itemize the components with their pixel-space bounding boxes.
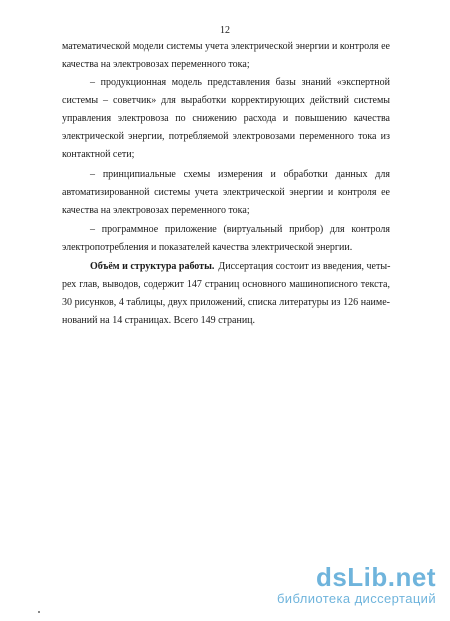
- body-line: нований на 14 страницах. Всего 149 страниц.: [62, 315, 256, 326]
- body-line: – программное приложение (виртуальный прибор) для контроля: [90, 224, 390, 235]
- watermark-logo: dsLib.net: [315, 562, 436, 592]
- body-line: контактной сети;: [62, 149, 135, 160]
- body-line: электрической энергии, потребляемой электровозами переменного тока из: [62, 131, 390, 142]
- body-line: рех глав, выводов, содержит 147 страниц основного машинописного текста,: [62, 279, 390, 290]
- body-line: электропотребления и показателей качества электрической энергии.: [62, 242, 353, 253]
- body-line: автоматизированной системы учета электрической энергии и контроля ее: [62, 187, 390, 198]
- body-line: – принципиальные схемы измерения и обработки данных для: [90, 169, 390, 180]
- body-line: – продукционная модель представления базы знаний «экспертной: [90, 77, 390, 88]
- page-number: 12: [220, 25, 230, 36]
- document-body: [62, 40, 390, 330]
- section-heading: Объём и структура работы.: [90, 261, 215, 272]
- body-line: качества на электровозах переменного тока;: [62, 205, 250, 216]
- body-line: качества на электровозах переменного тока;: [62, 59, 250, 70]
- body-line: Диссертация состоит из введения, четы-: [218, 261, 391, 272]
- dslib-watermark: [277, 563, 436, 607]
- body-line: системы – советчик» для выработки корректирующих действий системы: [62, 95, 390, 106]
- body-line: управления электровоза по снижению расхода и повышению качества: [62, 113, 390, 124]
- body-line: 30 рисунков, 4 таблицы, двух приложений, списка литературы из 126 наиме-: [62, 297, 390, 308]
- body-line: математической модели системы учета электрической энергии и контроля ее: [62, 41, 390, 52]
- section-first-line: [90, 260, 390, 274]
- watermark-subtitle: библиотека диссертаций: [276, 591, 436, 606]
- scan-mark: [38, 611, 40, 613]
